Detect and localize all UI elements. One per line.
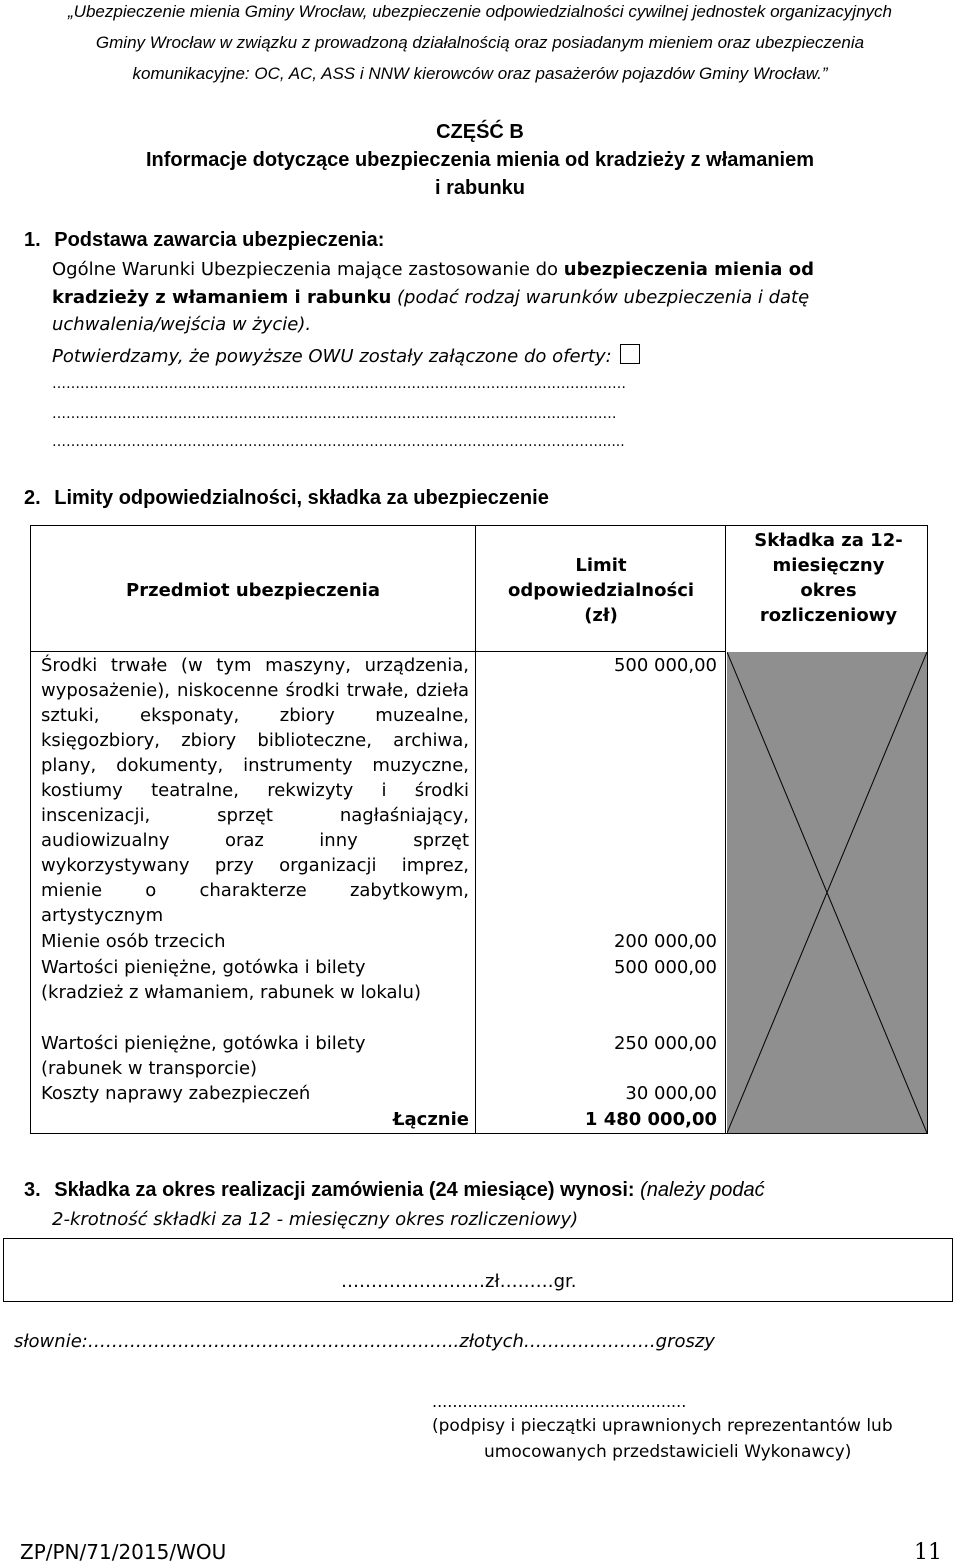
section1-heading — [24, 229, 384, 252]
part-title-line-2: i rabunku — [434, 177, 525, 199]
document-header — [0, 0, 960, 89]
signature-caption-1: (podpisy i pieczątki uprawnionych reprezentantów lub — [432, 1416, 893, 1436]
table-row-subject: Koszty naprawy zabezpieczeń — [41, 1083, 311, 1104]
section2-number: 2. — [24, 487, 41, 509]
table-row-limit: 200 000,00 — [613, 931, 717, 952]
owu-text: Ogólne Warunki Ubezpieczenia mające zastosowanie do — [52, 259, 564, 280]
owu-subject-cont: kradzieży z włamaniem i rabunku — [52, 287, 392, 308]
table-row-subject: Wartości pieniężne, gotówka i bilety (kradzież z włamaniem, rabunek w lokalu) — [41, 957, 421, 1003]
amount-in-words-field[interactable]: słownie:……………………………………………………..złotych………………….groszy — [14, 1331, 715, 1352]
part-title-line-1: Informacje dotyczące ubezpieczenia mienia od kradzieży z włamaniem — [145, 149, 814, 171]
document-code: ZP/PN/71/2015/WOU — [20, 1540, 227, 1564]
answer-dots-3[interactable]: ………………………………………………………………………………………………………...... — [52, 434, 625, 450]
header-line-2: Gminy Wrocław w związku z prowadzoną działalnością oraz posiadanym mieniem oraz ubezpieczenia — [95, 33, 865, 52]
answer-dots-1[interactable]: …………………………………………………………………………………………………………… — [52, 376, 626, 392]
premium-column-crossed — [727, 652, 927, 1133]
owu-subject: ubezpieczenia mienia od — [563, 259, 814, 280]
header-line-1: „Ubezpieczenie mienia Gminy Wrocław, ubezpieczenie odpowiedzialności cywilnej jednostek organizacyjnych — [68, 2, 892, 21]
table-row-limit: 500 000,00 — [613, 957, 717, 978]
table-row-subject: Środki trwałe (w tym maszyny, urządzenia, wyposażenie), niskocenne środki trwałe, dzieła sztuki, eksponaty, zbiory muzealne, księgozbiory, zbiory biblioteczne, archiwa, plany, dokumenty, instrumenty muzyczne, kostiumy teatralne, rekwizyty i środki inscenizacji, sprzęt nagłaśniający, audiowizualny oraz inny sprzęt wykorzystywany przy organizacji imprez, mienie o charakterze zabytkowym, artystycznym — [41, 655, 469, 926]
part-heading — [0, 118, 960, 202]
confirm-line — [52, 344, 640, 367]
owu-attached-checkbox[interactable] — [620, 344, 640, 364]
table-row-limit: 250 000,00 — [613, 1033, 717, 1054]
table-row-limit: 30 000,00 — [625, 1083, 717, 1104]
premium-amount-field[interactable]: ……………………zł………gr. — [341, 1271, 577, 1292]
total-label: Łącznie — [392, 1109, 469, 1130]
header-limit: Limit odpowiedzialności (zł) — [507, 555, 695, 626]
cross-icon — [727, 652, 927, 1133]
section1-line-2 — [52, 259, 814, 280]
section3-note: (należy podać — [634, 1179, 765, 1201]
section1-line-4: uchwalenia/wejścia w życie). — [52, 314, 312, 335]
table-row-subject: Wartości pieniężne, gotówka i bilety (rabunek w transporcie) — [41, 1033, 366, 1079]
section3-heading — [24, 1179, 765, 1202]
header-premium: Składka za 12-miesięczny okres rozliczeniowy — [754, 530, 903, 626]
table-row-subject: Mienie osób trzecich — [41, 931, 226, 952]
owu-instruction: (podać rodzaj warunków ubezpieczenia i datę — [391, 287, 810, 308]
header-subject: Przedmiot ubezpieczenia — [126, 580, 380, 601]
premium-amount-box — [3, 1238, 953, 1302]
table-row-divider — [31, 651, 726, 652]
signature-dots[interactable]: .................................................. — [432, 1392, 687, 1411]
section1-line-3 — [52, 287, 809, 308]
confirm-text: Potwierdzamy, że powyższe OWU zostały załączone do oferty: — [52, 346, 612, 367]
section1-number: 1. — [24, 229, 41, 251]
section2-heading — [24, 487, 549, 510]
answer-dots-2[interactable]: ……………….………………………………………………………………………………………… — [52, 406, 617, 422]
table-col-divider-1 — [475, 526, 476, 1133]
table-row-limit: 500 000,00 — [613, 655, 717, 676]
table-col-divider-2 — [725, 526, 726, 1133]
signature-caption-2: umocowanych przedstawicieli Wykonawcy) — [484, 1442, 852, 1462]
section2-title: Limity odpowiedzialności, składka za ubezpieczenie — [54, 487, 549, 509]
header-line-3: komunikacyjne: OC, AC, ASS i NNW kierowców oraz pasażerów pojazdów Gminy Wrocław.” — [132, 64, 828, 83]
limits-table — [30, 525, 928, 1134]
page-number: 11 — [914, 1540, 942, 1565]
section3-number: 3. — [24, 1179, 41, 1201]
total-value: 1 480 000,00 — [584, 1109, 717, 1130]
part-label: CZĘŚĆ B — [436, 121, 524, 143]
section1-title: Podstawa zawarcia ubezpieczenia: — [54, 229, 385, 251]
section3-note-line-2: 2-krotność składki za 12 - miesięczny okres rozliczeniowy) — [52, 1209, 579, 1230]
section3-title: Składka za okres realizacji zamówienia (24 miesiące) wynosi: — [54, 1179, 635, 1201]
